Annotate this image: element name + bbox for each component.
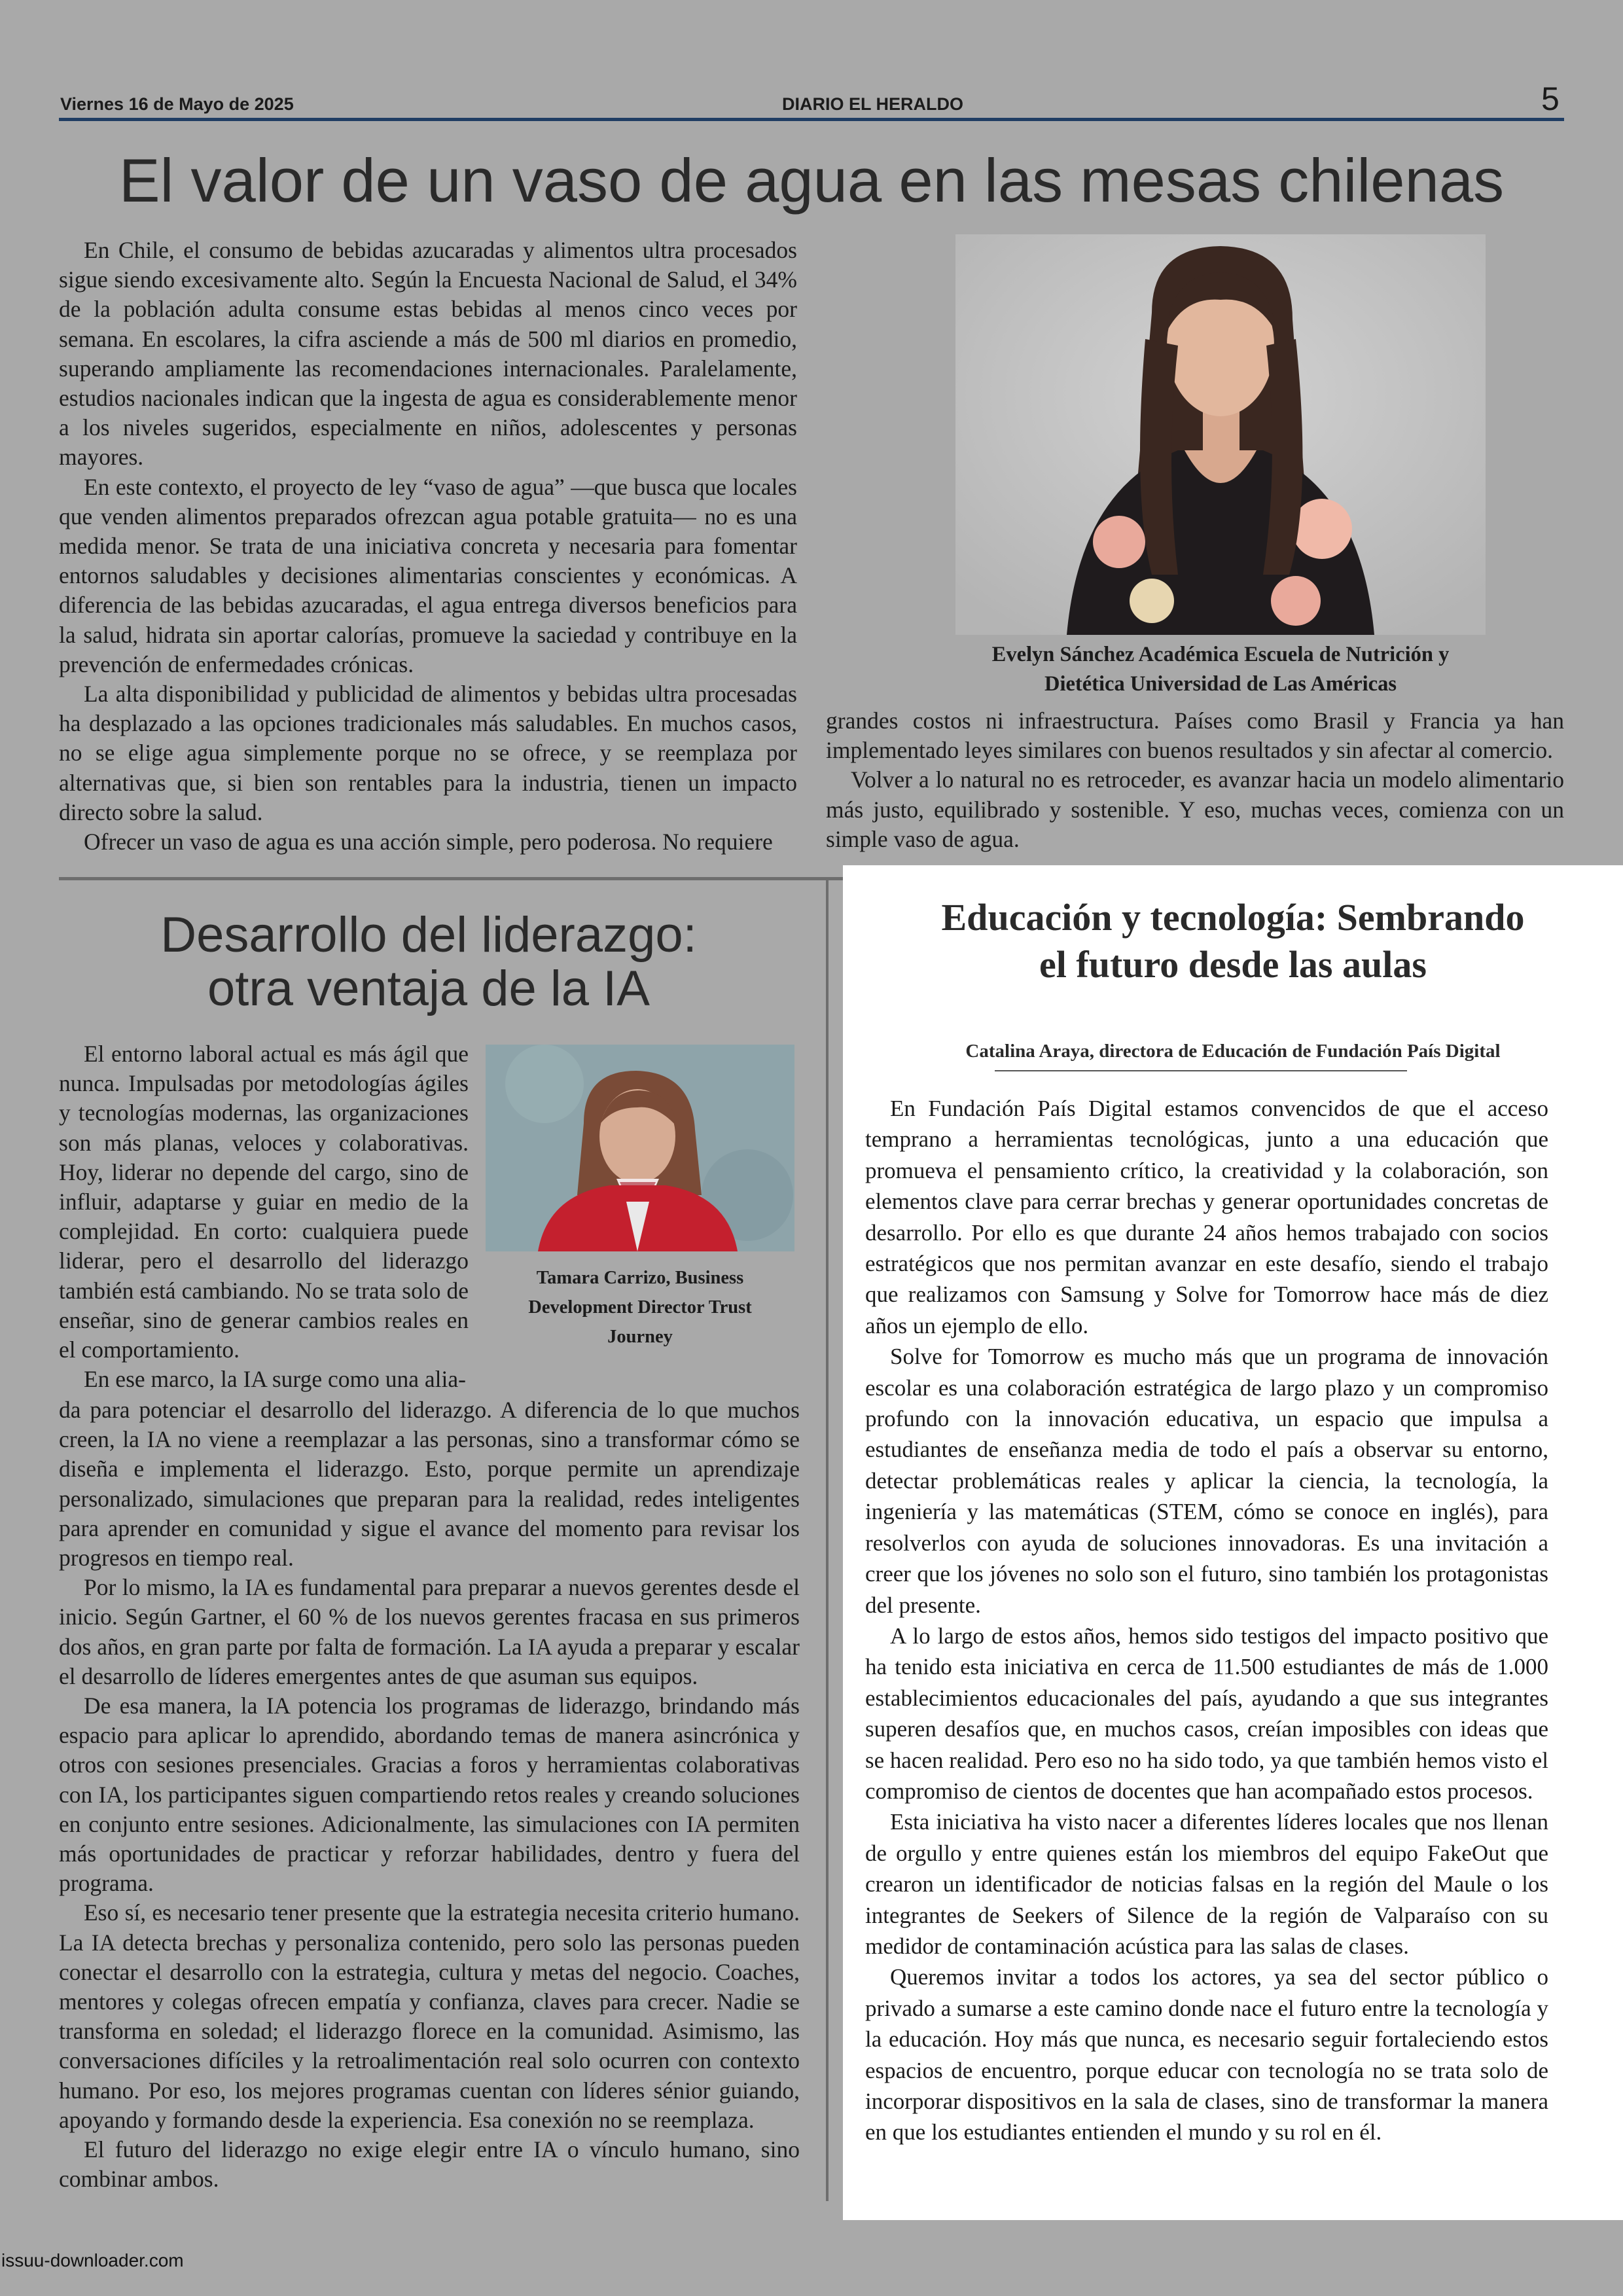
article1-paragraph: En Chile, el consumo de bebidas azucaradas y alimentos ultra procesados sigue siendo excesivamente alto. Según la Encuesta Nacional de Salud, el 34% de la población adulta consume estas bebidas al menos cinco veces por semana. En escolares, la cifra asciende a más de 500 ml diarios en promedio, superando ampliamente las recomendaciones internacionales. Paralelamente, estudios nacionales indican que la ingesta de agua es considerablemente menor a los niveles sugeridos, especialmente en niños, adolescentes y personas mayores. — [59, 237, 797, 471]
article3-title — [851, 894, 1615, 988]
article2-title — [65, 908, 792, 1016]
article2-paragraph: De esa manera, la IA potencia los programas de liderazgo, brindando más espacio para aplicar lo aprendido, abordando temas de manera asincrónica y otros con sesiones presenciales. Gracias a foros y herramientas colaborativas con IA, los participantes siguen compartiendo retos reales y creando soluciones en conjunto entre sesiones. Adicionalmente, las simulaciones con IA permiten más oportunidades de practicar y reforzar habilidades, dentro y fuera del programa. — [59, 1693, 800, 1897]
article2-main-column — [59, 1395, 800, 2194]
column-divider — [826, 879, 829, 2201]
caption-line: Development Director Trust — [528, 1297, 752, 1318]
watermark-text: issuu-downloader.com — [1, 2250, 184, 2270]
article1-paragraph: Ofrecer un vaso de agua es una acción simple, pero poderosa. No requiere — [84, 829, 773, 855]
article2-paragraph: Eso sí, es necesario tener presente que la estrategia necesita criterio humano. La IA detecta brechas y personaliza contenido, pero solo las personas pueden conectar el desarrollo con la estrategia, cultura y metas del negocio. Coaches, mentores y colegas ofrecen empatía y confianza, claves para crecer. Nadie se transforma en soledad; el liderazgo florece en la comunidad. Asimismo, las conversaciones difíciles y la retroalimentación real solo ocurren con contexto humano. Por eso, los mejores programas cuentan con líderes sénior guiando, apoyando y formando desde la experiencia. Esa conexión no se reemplaza. — [59, 1899, 800, 2133]
article1-right-column — [826, 706, 1564, 854]
article3-paragraph: En Fundación País Digital estamos convencidos de que el acceso temprano a herramientas tecnológicas, junto a una educación que promueva el pensamiento crítico, la creatividad y la colaboración, son elementos clave para cerrar brechas y generar oportunidades concretas de desarrollo. Por ello es que durante 24 años hemos trabajado con socios estratégicos que nos permitan avanzar en este desafío, siendo el trabajo que realizamos con Samsung y Solve for Tomorrow hace más de diez años un ejemplo de ello. — [865, 1096, 1548, 1338]
evelyn-sanchez-photo — [955, 234, 1486, 635]
caption-line: Journey — [607, 1327, 673, 1347]
article3-column — [865, 1093, 1548, 2148]
article1-paragraph: La alta disponibilidad y publicidad de alimentos y bebidas ultra procesadas ha desplazado a las opciones tradicionales más saludables. En muchos casos, no se elige agua simplemente porque no se ofrece, y se reemplaza por alternativas que, si bien son rentables para la industria, tienen un impacto directo sobre la salud. — [59, 681, 797, 825]
article2-paragraph: El entorno laboral actual es más ágil que nunca. Impulsadas por metodologías ágiles y tecnologías modernas, las organizaciones son más planas, veloces y colaborativas. Hoy, liderar no depende del cargo, sino de influir, adaptarse y guiar en medio de la complejidad. En corto: cualquiera puede liderar, pero el desarrollo del liderazgo también está cambiando. No se trata solo de enseñar, sino de generar cambios reales en el comportamiento. — [59, 1041, 469, 1363]
page-number: 5 — [1541, 81, 1560, 117]
caption-line: Tamara Carrizo, Business — [536, 1268, 744, 1288]
header-rule — [59, 118, 1564, 121]
article1-left-column — [59, 236, 797, 857]
article1-paragraph: Volver a lo natural no es retroceder, es avanzar hacia un modelo alimentario más justo, equilibrado y sostenible. Y eso, muchas veces, comienza con un simple vaso de agua. — [826, 766, 1564, 852]
article2-paragraph: Por lo mismo, la IA es fundamental para preparar a nuevos gerentes desde el inicio. Según Gartner, el 60 % de los nuevos gerentes fracasa en sus primeros dos años, en gran parte por falta de formación. La IA ayuda a preparar y escalar el desarrollo de líderes emergentes antes de que asuman sus equipos. — [59, 1574, 800, 1689]
title-line: otra ventaja de la IA — [207, 961, 650, 1016]
caption-line: Dietética Universidad de Las Américas — [1044, 672, 1397, 696]
article2-paragraph-start: En ese marco, la IA surge como una alia- — [84, 1366, 466, 1393]
byline-underline — [995, 1070, 1407, 1071]
article1-paragraph: En este contexto, el proyecto de ley “vaso de agua” —que busca que locales que venden alimentos preparados ofrezcan agua potable gratuita— no es una medida menor. Se trata de una iniciativa concreta y necesaria para fomentar entornos saludables y decisiones alimentarias conscientes y económicas. A diferencia de las bebidas azucaradas, el agua entrega diversos beneficios para la salud, hidrata sin aportar calorías, promueve la saciedad y contribuye en la prevención de enfermedades crónicas. — [59, 473, 797, 677]
tamara-carrizo-photo — [486, 1045, 794, 1251]
newspaper-name: DIARIO EL HERALDO — [782, 94, 964, 114]
article1-paragraph: grandes costos ni infraestructura. Países como Brasil y Francia ya han implementado leyes similares con buenos resultados y sin afectar al comercio. — [826, 708, 1564, 764]
article3-paragraph: A lo largo de estos años, hemos sido testigos del impacto positivo que ha tenido esta iniciativa en cerca de 11.500 estudiantes de más de 1.000 establecimientos educacionales del país, ayudando a que sus integrantes superen desafíos que, en muchos casos, creían imposibles con ideas que se hacen realidad. Pero eso no ha sido todo, ya que también hemos visto el compromiso de cientos de docentes que han acompañado estos procesos. — [865, 1623, 1548, 1804]
article3-paragraph: Solve for Tomorrow es mucho más que un programa de innovación escolar es una colaboración estratégica de largo plazo y un compromiso profundo con la innovación educativa, un espacio que impulsa a estudiantes de enseñanza media de todo el país a observar su entorno, detectar problemáticas reales y aplicar la ciencia, la tecnología, la ingeniería y las matemáticas (STEM, cómo se conoce en inglés), para resolverlos con ayuda de soluciones innovadoras. Es una invitación a creer que los jóvenes no solo son el futuro, sino también los protagonistas del presente. — [865, 1344, 1548, 1618]
article3-paragraph: Queremos invitar a todos los actores, ya sea del sector público o privado a sumarse a este camino donde nace el futuro entre la tecnología y la educación. Hoy más que nunca, es necesario seguir fortaleciendo estos espacios de encuentro, porque educar con tecnología no se trata solo de incorporar dispositivos en la sala de clases, sino de transformar la manera en que los estudiantes entienden el mundo y su rol en él. — [865, 1964, 1548, 2145]
tamara-carrizo-caption — [484, 1263, 796, 1352]
article2-paragraph: da para potenciar el desarrollo del liderazgo. A diferencia de lo que muchos creen, la IA no viene a reemplazar a las personas, sino a transformar cómo se diseña e implementa el liderazgo. Esto, porque permite un aprendizaje personalizado, simulaciones que preparan para la realidad, redes inteligentes para aprender en comunidad y sigue el avance del momento para revisar los progresos en tiempo real. — [59, 1397, 800, 1571]
title-line: Educación y tecnología: Sembrando — [941, 896, 1525, 939]
issue-date: Viernes 16 de Mayo de 2025 — [60, 94, 294, 114]
title-line: Desarrollo del liderazgo: — [160, 907, 697, 963]
article2-intro-column — [59, 1039, 469, 1394]
article2-paragraph: El futuro del liderazgo no exige elegir entre IA o vínculo humano, sino combinar ambos. — [59, 2136, 800, 2193]
caption-line: Evelyn Sánchez Académica Escuela de Nutrición y — [991, 643, 1450, 666]
article1-title: El valor de un vaso de agua en las mesas chilenas — [118, 146, 1505, 215]
title-line: el futuro desde las aulas — [1039, 943, 1427, 986]
article3-byline: Catalina Araya, directora de Educación de Fundación País Digital — [965, 1041, 1501, 1062]
evelyn-sanchez-caption — [942, 640, 1499, 699]
article3-paragraph: Esta iniciativa ha visto nacer a diferentes líderes locales que nos llenan de orgullo y entre quienes están los miembros del equipo FakeOut que crearon un identificador de noticias falsas en la región del Maule o los integrantes de Seekers of Silence de la región de Valparaíso con su medidor de contaminación acústica para las salas de clases. — [865, 1809, 1548, 1959]
